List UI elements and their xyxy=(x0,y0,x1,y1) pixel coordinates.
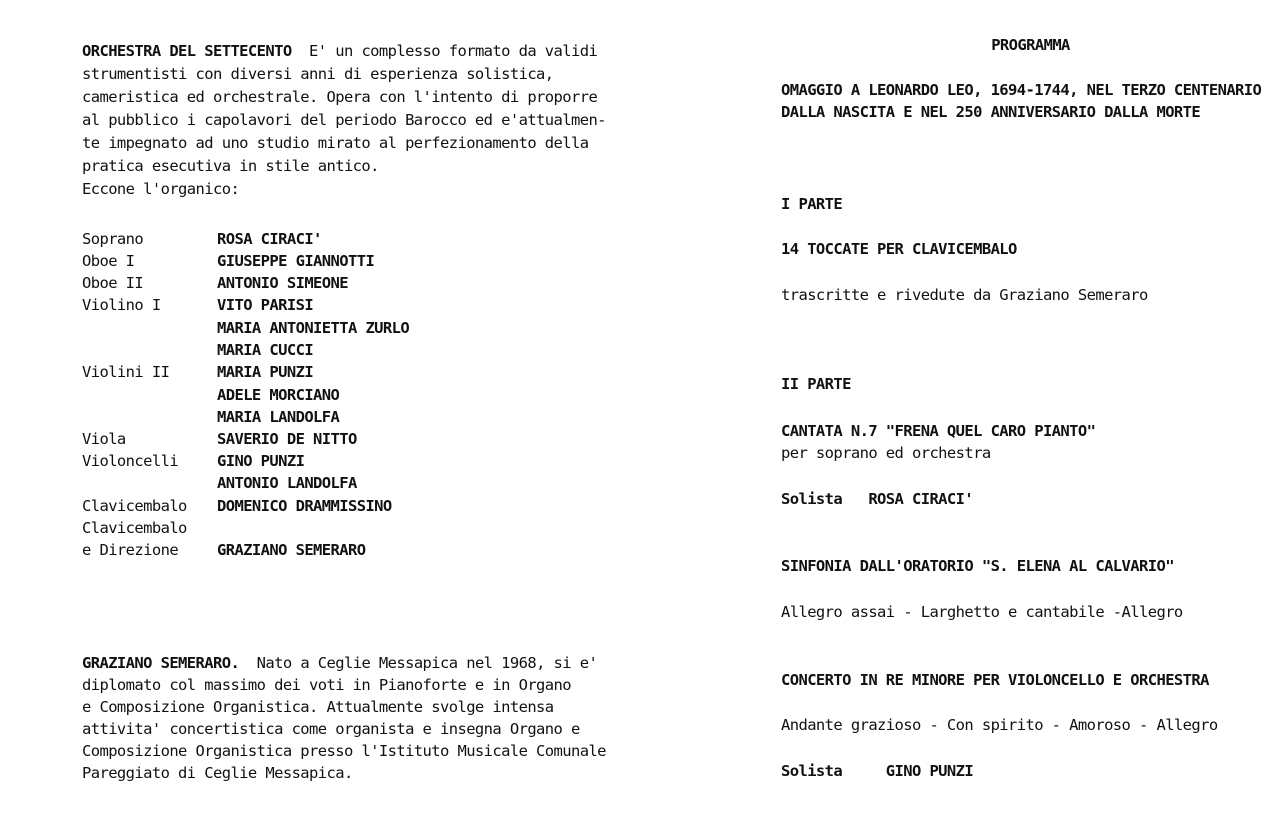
bio-line-1 xyxy=(82,652,597,674)
roster-role: Clavicembalo xyxy=(82,519,187,537)
part-one-note: trascritte e rivedute da Graziano Semeraro xyxy=(781,286,1148,304)
roster-name: MARIA LANDOLFA xyxy=(217,408,340,426)
roster-name: MARIA PUNZI xyxy=(217,363,314,381)
bio-heading: GRAZIANO SEMERARO. xyxy=(82,654,240,672)
sinfonia-title: SINFONIA DALL'ORATORIO "S. ELENA AL CALVARIO" xyxy=(781,557,1174,575)
intro-line-1 xyxy=(82,40,597,62)
roster-name: ROSA CIRACI' xyxy=(217,230,322,248)
roster-name: ANTONIO LANDOLFA xyxy=(217,474,357,492)
roster-name: DOMENICO DRAMMISSINO xyxy=(217,497,392,515)
roster-name: MARIA ANTONIETTA ZURLO xyxy=(217,319,410,337)
intro-text-1: E' un complesso formato da validi xyxy=(309,42,598,60)
roster-role: Violini II xyxy=(82,363,170,381)
roster-name: MARIA CUCCI xyxy=(217,341,314,359)
bio-line-3: e Composizione Organistica. Attualmente svolge intensa xyxy=(82,698,554,716)
intro-line-6: pratica esecutiva in stile antico. xyxy=(82,157,379,175)
bio-line-2: diplomato col massimo dei voti in Pianoforte e in Organo xyxy=(82,676,571,694)
roster-role: Clavicembalo xyxy=(82,497,187,515)
roster-name: ADELE MORCIANO xyxy=(217,386,340,404)
roster-role: Oboe II xyxy=(82,274,144,292)
roster-role: Oboe I xyxy=(82,252,135,270)
roster-name: GRAZIANO SEMERARO xyxy=(217,541,366,559)
part-two-label: II PARTE xyxy=(781,375,851,393)
roster-name: ANTONIO SIMEONE xyxy=(217,274,348,292)
bio-line-5: Composizione Organistica presso l'Istituto Musicale Comunale xyxy=(82,742,606,760)
roster-role: Viola xyxy=(82,430,126,448)
bio-line-4: attivita' concertistica come organista e insegna Organo e xyxy=(82,720,580,738)
roster-role: e Direzione xyxy=(82,541,179,559)
roster-name: GINO PUNZI xyxy=(217,452,305,470)
cantata-soloist: Solista ROSA CIRACI' xyxy=(781,490,974,508)
dedication-line-2: DALLA NASCITA E NEL 250 ANNIVERSARIO DALLA MORTE xyxy=(781,103,1201,121)
bio-text-1: Nato a Ceglie Messapica nel 1968, si e' xyxy=(256,654,598,672)
roster-role: Soprano xyxy=(82,230,144,248)
roster-name: GIUSEPPE GIANNOTTI xyxy=(217,252,375,270)
roster-role: Violino I xyxy=(82,296,161,314)
part-one-label: I PARTE xyxy=(781,195,843,213)
concerto-tempi: Andante grazioso - Con spirito - Amoroso - Allegro xyxy=(781,716,1218,734)
intro-line-5: te impegnato ad uno studio mirato al perfezionamento della xyxy=(82,134,589,152)
roster-name: VITO PARISI xyxy=(217,296,314,314)
sinfonia-tempi: Allegro assai - Larghetto e cantabile -Allegro xyxy=(781,603,1183,621)
cantata-title: CANTATA N.7 "FRENA QUEL CARO PIANTO" xyxy=(781,422,1096,440)
cantata-subtitle: per soprano ed orchestra xyxy=(781,444,991,462)
roster-name: SAVERIO DE NITTO xyxy=(217,430,357,448)
intro-line-2: strumentisti con diversi anni di esperienza solistica, xyxy=(82,65,554,83)
intro-line-7: Eccone l'organico: xyxy=(82,180,240,198)
orchestra-heading: ORCHESTRA DEL SETTECENTO xyxy=(82,42,292,60)
roster-role: Violoncelli xyxy=(82,452,179,470)
dedication-line-1: OMAGGIO A LEONARDO LEO, 1694-1744, NEL TERZO CENTENARIO xyxy=(781,81,1262,99)
concerto-soloist: Solista GINO PUNZI xyxy=(781,762,974,780)
concerto-title: CONCERTO IN RE MINORE PER VIOLONCELLO E ORCHESTRA xyxy=(781,671,1209,689)
intro-line-4: al pubblico i capolavori del periodo Barocco ed e'attualmen- xyxy=(82,111,606,129)
intro-line-3: cameristica ed orchestrale. Opera con l'intento di proporre xyxy=(82,88,598,106)
bio-line-6: Pareggiato di Ceglie Messapica. xyxy=(82,764,353,782)
part-one-work: 14 TOCCATE PER CLAVICEMBALO xyxy=(781,240,1017,258)
program-title: PROGRAMMA xyxy=(991,36,1070,54)
